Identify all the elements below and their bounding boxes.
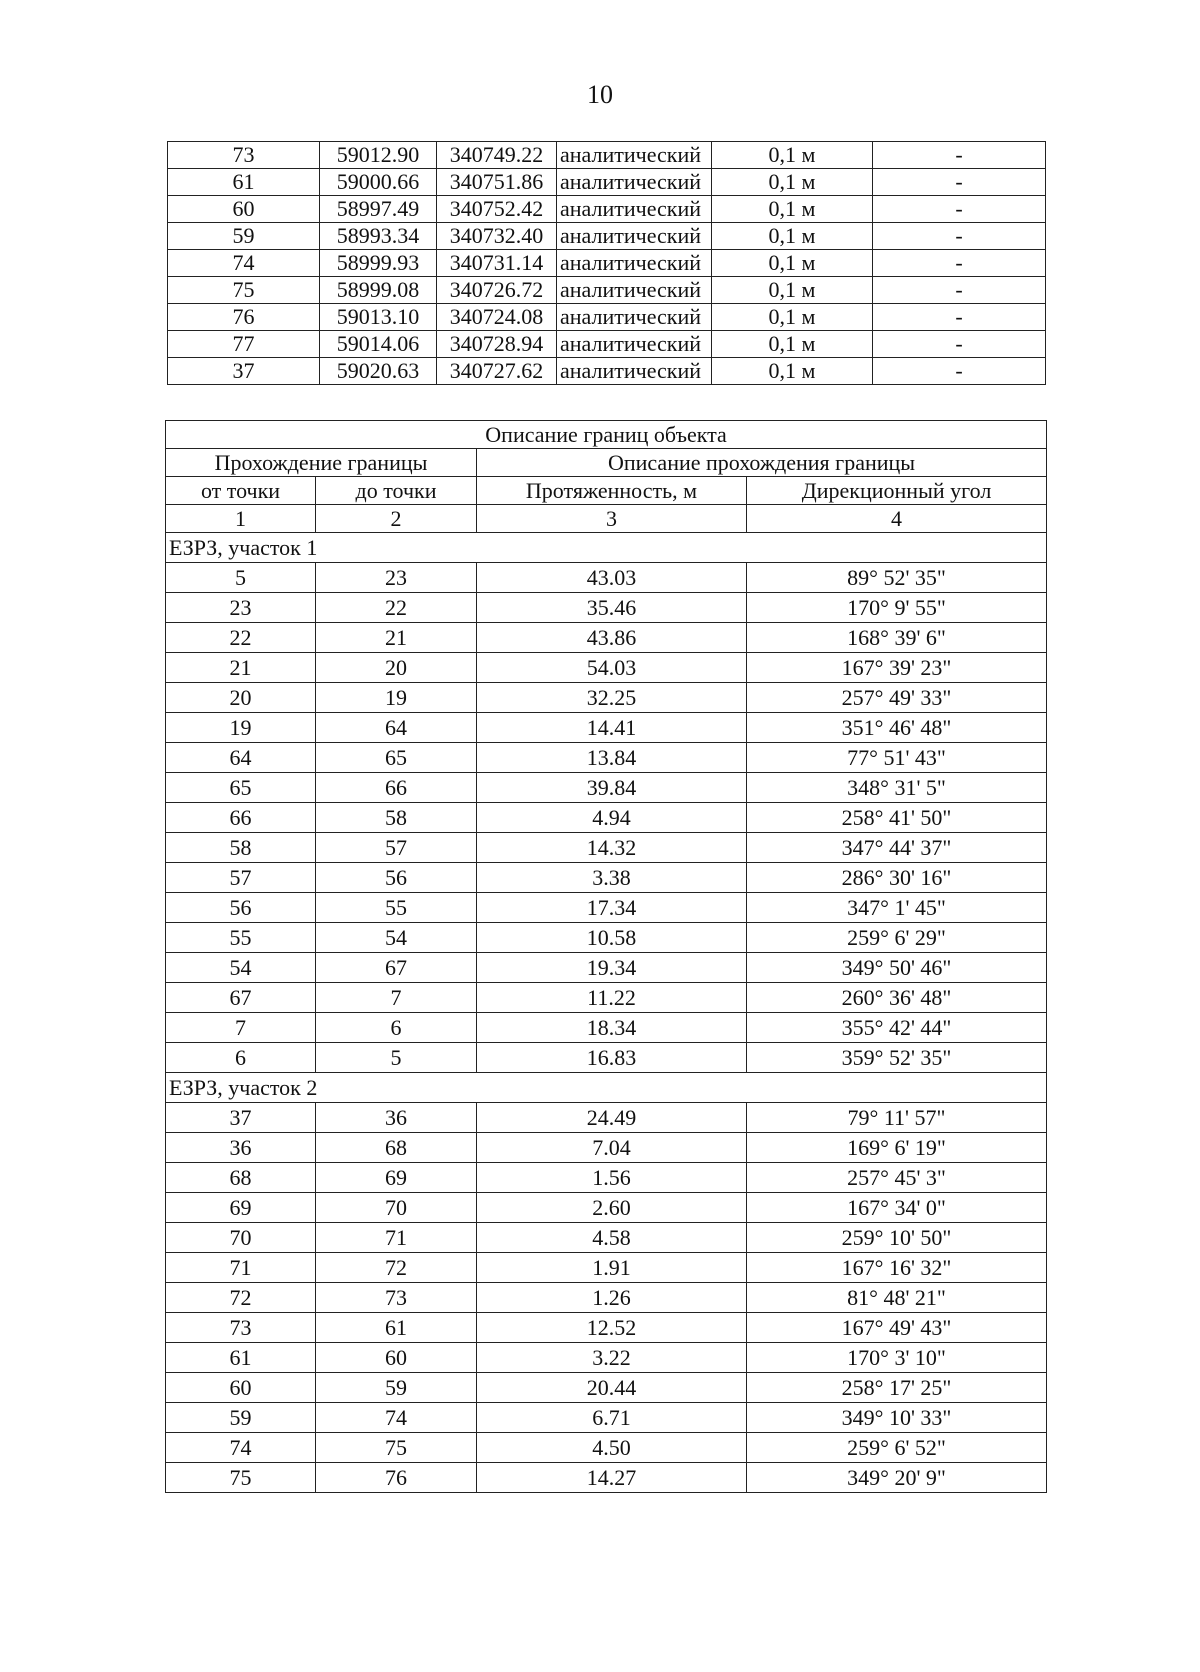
- length-cell: 3.22: [477, 1343, 747, 1373]
- angle-cell: 347° 44' 37": [747, 833, 1047, 863]
- table-row: [166, 833, 1047, 863]
- length-cell: 7.04: [477, 1133, 747, 1163]
- method-cell: аналитический: [557, 304, 712, 331]
- table-row: [166, 1013, 1047, 1043]
- to-point-cell: 73: [316, 1283, 477, 1313]
- table-row: [168, 169, 1046, 196]
- angle-cell: 167° 49' 43": [747, 1313, 1047, 1343]
- table-row: [166, 743, 1047, 773]
- to-point-cell: 57: [316, 833, 477, 863]
- table-row: [166, 953, 1047, 983]
- note-cell: -: [873, 196, 1046, 223]
- angle-cell: 347° 1' 45": [747, 893, 1047, 923]
- table-row: [166, 1403, 1047, 1433]
- note-cell: -: [873, 250, 1046, 277]
- method-cell: аналитический: [557, 358, 712, 385]
- angle-cell: 81° 48' 21": [747, 1283, 1047, 1313]
- x-coordinate-cell: 59014.06: [320, 331, 437, 358]
- section-header-row: [166, 533, 1047, 563]
- point-number-cell: 73: [168, 142, 320, 169]
- to-point-cell: 36: [316, 1103, 477, 1133]
- to-point-cell: 66: [316, 773, 477, 803]
- angle-cell: 349° 50' 46": [747, 953, 1047, 983]
- from-point-cell: 37: [166, 1103, 316, 1133]
- column-number: 4: [747, 505, 1047, 533]
- from-point-cell: 56: [166, 893, 316, 923]
- column-header-angle: Дирекционный угол: [747, 477, 1047, 505]
- from-point-cell: 72: [166, 1283, 316, 1313]
- accuracy-cell: 0,1 м: [712, 331, 873, 358]
- boundary-table-body: [166, 421, 1047, 1493]
- point-number-cell: 77: [168, 331, 320, 358]
- table-row: [166, 1223, 1047, 1253]
- to-point-cell: 54: [316, 923, 477, 953]
- length-cell: 12.52: [477, 1313, 747, 1343]
- coordinates-table-body: [168, 142, 1046, 385]
- angle-cell: 286° 30' 16": [747, 863, 1047, 893]
- boundary-description-table: [165, 420, 1047, 1493]
- table-row: [166, 1433, 1047, 1463]
- angle-cell: 258° 17' 25": [747, 1373, 1047, 1403]
- from-point-cell: 74: [166, 1433, 316, 1463]
- from-point-cell: 6: [166, 1043, 316, 1073]
- length-cell: 3.38: [477, 863, 747, 893]
- accuracy-cell: 0,1 м: [712, 142, 873, 169]
- from-point-cell: 71: [166, 1253, 316, 1283]
- table-row: [166, 1463, 1047, 1493]
- from-point-cell: 58: [166, 833, 316, 863]
- method-cell: аналитический: [557, 169, 712, 196]
- from-point-cell: 55: [166, 923, 316, 953]
- angle-cell: 359° 52' 35": [747, 1043, 1047, 1073]
- method-cell: аналитический: [557, 196, 712, 223]
- from-point-cell: 7: [166, 1013, 316, 1043]
- table-title: Описание границ объекта: [166, 421, 1047, 449]
- table-row: [166, 773, 1047, 803]
- length-cell: 1.56: [477, 1163, 747, 1193]
- length-cell: 20.44: [477, 1373, 747, 1403]
- from-point-cell: 69: [166, 1193, 316, 1223]
- from-point-cell: 19: [166, 713, 316, 743]
- angle-cell: 259° 6' 29": [747, 923, 1047, 953]
- length-cell: 18.34: [477, 1013, 747, 1043]
- to-point-cell: 74: [316, 1403, 477, 1433]
- accuracy-cell: 0,1 м: [712, 223, 873, 250]
- to-point-cell: 6: [316, 1013, 477, 1043]
- length-cell: 4.94: [477, 803, 747, 833]
- angle-cell: 257° 49' 33": [747, 683, 1047, 713]
- table-row: [166, 1163, 1047, 1193]
- angle-cell: 259° 10' 50": [747, 1223, 1047, 1253]
- column-header-to: до точки: [316, 477, 477, 505]
- angle-cell: 167° 34' 0": [747, 1193, 1047, 1223]
- table-row: [166, 593, 1047, 623]
- column-header-length: Протяженность, м: [477, 477, 747, 505]
- table-row: [166, 803, 1047, 833]
- to-point-cell: 59: [316, 1373, 477, 1403]
- angle-cell: 349° 10' 33": [747, 1403, 1047, 1433]
- table-row: [168, 358, 1046, 385]
- x-coordinate-cell: 58997.49: [320, 196, 437, 223]
- point-number-cell: 75: [168, 277, 320, 304]
- from-point-cell: 66: [166, 803, 316, 833]
- from-point-cell: 36: [166, 1133, 316, 1163]
- accuracy-cell: 0,1 м: [712, 277, 873, 304]
- angle-cell: 259° 6' 52": [747, 1433, 1047, 1463]
- page-number: 10: [587, 80, 613, 109]
- length-cell: 10.58: [477, 923, 747, 953]
- length-cell: 39.84: [477, 773, 747, 803]
- length-cell: 4.50: [477, 1433, 747, 1463]
- to-point-cell: 60: [316, 1343, 477, 1373]
- table-row: [166, 1313, 1047, 1343]
- table-row: [168, 277, 1046, 304]
- table-row: [166, 1043, 1047, 1073]
- y-coordinate-cell: 340749.22: [437, 142, 557, 169]
- table-row: [166, 1133, 1047, 1163]
- column-number-row: [166, 505, 1047, 533]
- table-row: [168, 223, 1046, 250]
- angle-cell: 170° 3' 10": [747, 1343, 1047, 1373]
- angle-cell: 355° 42' 44": [747, 1013, 1047, 1043]
- note-cell: -: [873, 169, 1046, 196]
- to-point-cell: 71: [316, 1223, 477, 1253]
- from-point-cell: 68: [166, 1163, 316, 1193]
- table-row: [168, 142, 1046, 169]
- from-point-cell: 65: [166, 773, 316, 803]
- to-point-cell: 20: [316, 653, 477, 683]
- column-number: 2: [316, 505, 477, 533]
- section-label: ЕЗРЗ, участок 1: [166, 533, 1047, 563]
- from-point-cell: 60: [166, 1373, 316, 1403]
- x-coordinate-cell: 58999.93: [320, 250, 437, 277]
- y-coordinate-cell: 340728.94: [437, 331, 557, 358]
- length-cell: 4.58: [477, 1223, 747, 1253]
- angle-cell: 167° 16' 32": [747, 1253, 1047, 1283]
- from-point-cell: 75: [166, 1463, 316, 1493]
- y-coordinate-cell: 340731.14: [437, 250, 557, 277]
- angle-cell: 349° 20' 9": [747, 1463, 1047, 1493]
- to-point-cell: 7: [316, 983, 477, 1013]
- table-row: [166, 653, 1047, 683]
- to-point-cell: 70: [316, 1193, 477, 1223]
- length-cell: 35.46: [477, 593, 747, 623]
- accuracy-cell: 0,1 м: [712, 304, 873, 331]
- angle-cell: 348° 31' 5": [747, 773, 1047, 803]
- table-row: [166, 683, 1047, 713]
- length-cell: 54.03: [477, 653, 747, 683]
- column-header-from: от точки: [166, 477, 316, 505]
- to-point-cell: 64: [316, 713, 477, 743]
- table-row: [166, 623, 1047, 653]
- length-cell: 32.25: [477, 683, 747, 713]
- to-point-cell: 22: [316, 593, 477, 623]
- angle-cell: 170° 9' 55": [747, 593, 1047, 623]
- table-row: [166, 1373, 1047, 1403]
- x-coordinate-cell: 59012.90: [320, 142, 437, 169]
- from-point-cell: 23: [166, 593, 316, 623]
- length-cell: 14.32: [477, 833, 747, 863]
- x-coordinate-cell: 58993.34: [320, 223, 437, 250]
- to-point-cell: 68: [316, 1133, 477, 1163]
- accuracy-cell: 0,1 м: [712, 196, 873, 223]
- point-number-cell: 76: [168, 304, 320, 331]
- to-point-cell: 61: [316, 1313, 477, 1343]
- from-point-cell: 64: [166, 743, 316, 773]
- from-point-cell: 61: [166, 1343, 316, 1373]
- section-header-row: [166, 1073, 1047, 1103]
- length-cell: 43.03: [477, 563, 747, 593]
- length-cell: 2.60: [477, 1193, 747, 1223]
- angle-cell: 169° 6' 19": [747, 1133, 1047, 1163]
- from-point-cell: 57: [166, 863, 316, 893]
- length-cell: 1.91: [477, 1253, 747, 1283]
- table-row: [166, 713, 1047, 743]
- to-point-cell: 65: [316, 743, 477, 773]
- x-coordinate-cell: 59000.66: [320, 169, 437, 196]
- table-row: [168, 250, 1046, 277]
- table-row: [168, 196, 1046, 223]
- to-point-cell: 19: [316, 683, 477, 713]
- to-point-cell: 75: [316, 1433, 477, 1463]
- note-cell: -: [873, 331, 1046, 358]
- note-cell: -: [873, 277, 1046, 304]
- group-header-passage: Прохождение границы: [166, 449, 477, 477]
- table-row: [166, 1103, 1047, 1133]
- x-coordinate-cell: 59020.63: [320, 358, 437, 385]
- from-point-cell: 73: [166, 1313, 316, 1343]
- accuracy-cell: 0,1 м: [712, 250, 873, 277]
- length-cell: 13.84: [477, 743, 747, 773]
- to-point-cell: 76: [316, 1463, 477, 1493]
- method-cell: аналитический: [557, 250, 712, 277]
- table-row: [166, 563, 1047, 593]
- angle-cell: 79° 11' 57": [747, 1103, 1047, 1133]
- method-cell: аналитический: [557, 277, 712, 304]
- angle-cell: 351° 46' 48": [747, 713, 1047, 743]
- table-row: [166, 863, 1047, 893]
- y-coordinate-cell: 340724.08: [437, 304, 557, 331]
- coordinates-table: [167, 141, 1046, 385]
- from-point-cell: 22: [166, 623, 316, 653]
- method-cell: аналитический: [557, 331, 712, 358]
- from-point-cell: 5: [166, 563, 316, 593]
- table-row: [168, 304, 1046, 331]
- note-cell: -: [873, 223, 1046, 250]
- group-header-description: Описание прохождения границы: [477, 449, 1047, 477]
- table-row: [166, 1253, 1047, 1283]
- from-point-cell: 54: [166, 953, 316, 983]
- length-cell: 24.49: [477, 1103, 747, 1133]
- point-number-cell: 60: [168, 196, 320, 223]
- length-cell: 16.83: [477, 1043, 747, 1073]
- y-coordinate-cell: 340752.42: [437, 196, 557, 223]
- to-point-cell: 21: [316, 623, 477, 653]
- accuracy-cell: 0,1 м: [712, 358, 873, 385]
- note-cell: -: [873, 142, 1046, 169]
- table-row: [166, 1343, 1047, 1373]
- angle-cell: 260° 36' 48": [747, 983, 1047, 1013]
- point-number-cell: 74: [168, 250, 320, 277]
- from-point-cell: 70: [166, 1223, 316, 1253]
- length-cell: 11.22: [477, 983, 747, 1013]
- y-coordinate-cell: 340726.72: [437, 277, 557, 304]
- to-point-cell: 23: [316, 563, 477, 593]
- method-cell: аналитический: [557, 223, 712, 250]
- note-cell: -: [873, 304, 1046, 331]
- table-title-row: [166, 421, 1047, 449]
- length-cell: 43.86: [477, 623, 747, 653]
- from-point-cell: 21: [166, 653, 316, 683]
- x-coordinate-cell: 58999.08: [320, 277, 437, 304]
- length-cell: 19.34: [477, 953, 747, 983]
- y-coordinate-cell: 340727.62: [437, 358, 557, 385]
- point-number-cell: 61: [168, 169, 320, 196]
- length-cell: 6.71: [477, 1403, 747, 1433]
- from-point-cell: 20: [166, 683, 316, 713]
- angle-cell: 258° 41' 50": [747, 803, 1047, 833]
- length-cell: 14.41: [477, 713, 747, 743]
- x-coordinate-cell: 59013.10: [320, 304, 437, 331]
- point-number-cell: 37: [168, 358, 320, 385]
- angle-cell: 77° 51' 43": [747, 743, 1047, 773]
- table-row: [166, 893, 1047, 923]
- group-header-row: [166, 449, 1047, 477]
- table-row: [166, 1193, 1047, 1223]
- angle-cell: 89° 52' 35": [747, 563, 1047, 593]
- table-row: [166, 923, 1047, 953]
- table-row: [166, 1283, 1047, 1313]
- to-point-cell: 56: [316, 863, 477, 893]
- y-coordinate-cell: 340751.86: [437, 169, 557, 196]
- length-cell: 1.26: [477, 1283, 747, 1313]
- angle-cell: 257° 45' 3": [747, 1163, 1047, 1193]
- accuracy-cell: 0,1 м: [712, 169, 873, 196]
- note-cell: -: [873, 358, 1046, 385]
- to-point-cell: 67: [316, 953, 477, 983]
- section-label: ЕЗРЗ, участок 2: [166, 1073, 1047, 1103]
- y-coordinate-cell: 340732.40: [437, 223, 557, 250]
- to-point-cell: 58: [316, 803, 477, 833]
- column-number: 3: [477, 505, 747, 533]
- length-cell: 14.27: [477, 1463, 747, 1493]
- angle-cell: 167° 39' 23": [747, 653, 1047, 683]
- column-number: 1: [166, 505, 316, 533]
- angle-cell: 168° 39' 6": [747, 623, 1047, 653]
- from-point-cell: 59: [166, 1403, 316, 1433]
- table-row: [166, 983, 1047, 1013]
- method-cell: аналитический: [557, 142, 712, 169]
- column-header-row: [166, 477, 1047, 505]
- to-point-cell: 69: [316, 1163, 477, 1193]
- to-point-cell: 5: [316, 1043, 477, 1073]
- from-point-cell: 67: [166, 983, 316, 1013]
- point-number-cell: 59: [168, 223, 320, 250]
- table-row: [168, 331, 1046, 358]
- to-point-cell: 72: [316, 1253, 477, 1283]
- length-cell: 17.34: [477, 893, 747, 923]
- to-point-cell: 55: [316, 893, 477, 923]
